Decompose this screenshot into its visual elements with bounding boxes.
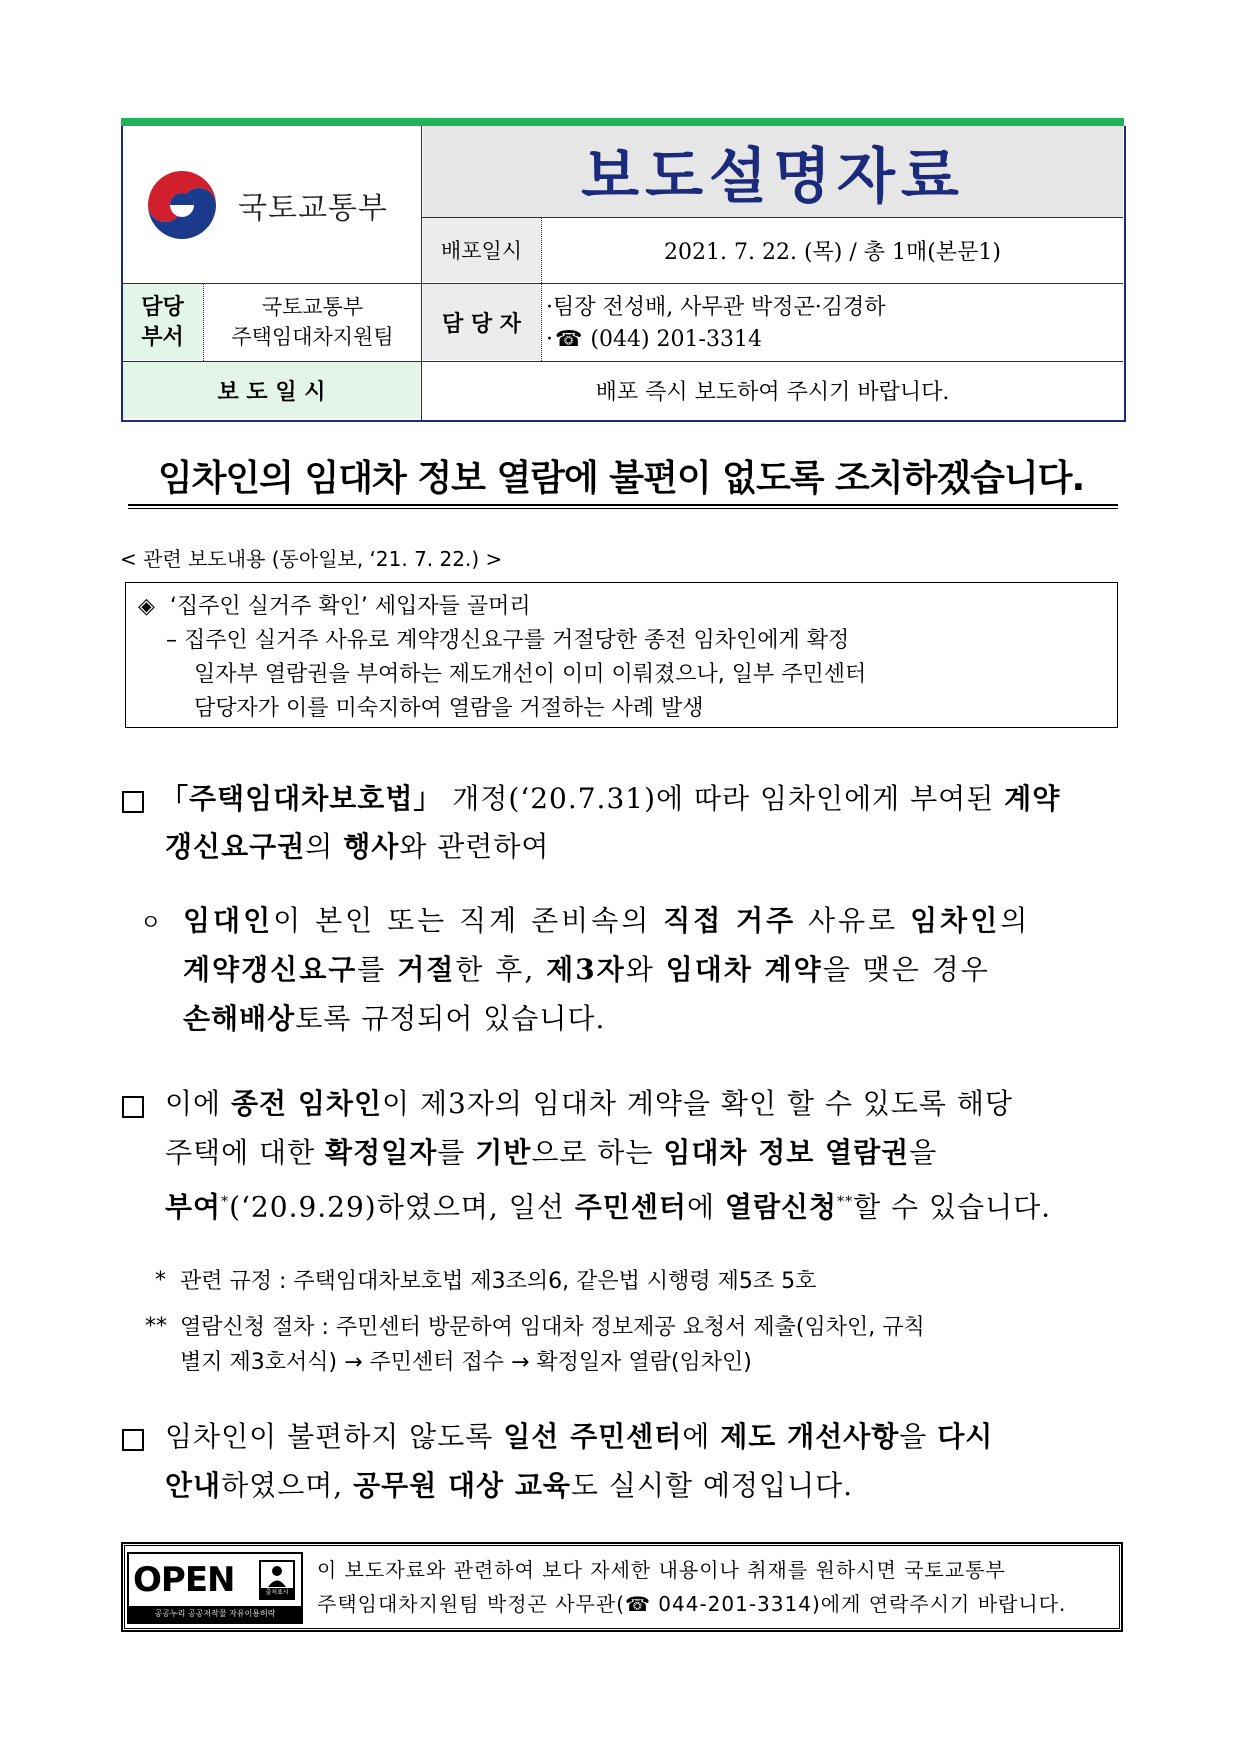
paragraph-2-line-1 — [183, 897, 1030, 945]
text-bold: 주민센터 — [574, 1190, 687, 1224]
text: 이 본인 또는 직계 존비속의 — [273, 904, 664, 937]
header-green-bar — [121, 118, 1124, 126]
paragraph-2-line-2 — [183, 946, 990, 994]
text: 와 관련하여 — [399, 830, 550, 863]
text-bold: 부여 — [165, 1190, 222, 1224]
document-title: 보도설명자료 — [581, 142, 965, 212]
related-news-box — [125, 582, 1118, 728]
kogl-caption: 공공누리 공공저작물 자유이용허락 — [129, 1606, 301, 1622]
text-bold: 계약갱신요구 — [183, 953, 358, 986]
headline: 임차인의 임대차 정보 열람에 불편이 없도록 조치하겠습니다. — [157, 458, 1085, 499]
text: 주택에 대한 — [165, 1136, 326, 1169]
header-divider — [203, 284, 204, 361]
release-value: 배포 즉시 보도하여 주시기 바랍니다. — [595, 379, 950, 405]
footnote-2-line2: 별지 제3호서식) → 주민센터 접수 → 확정일자 열람(임차인) — [180, 1350, 752, 1375]
text-bold: 손해배상 — [183, 1002, 296, 1035]
text-bold: 다시 — [937, 1420, 994, 1453]
text: 에 — [686, 1190, 725, 1224]
text: 한 후, — [455, 953, 547, 986]
dept-value-cell — [205, 284, 420, 360]
text: 이에 — [165, 1087, 231, 1120]
law-name: 「주택임대차보호법」 — [160, 782, 443, 815]
dept-value-line1: 국토교통부 — [261, 295, 364, 319]
person-icon — [261, 1564, 293, 1588]
phone-icon: ☎ — [555, 326, 583, 352]
contact-line1 — [546, 288, 1116, 322]
text-bold: 임대차 정보 열람권 — [663, 1136, 910, 1169]
taegeuk-logo-icon — [140, 165, 224, 245]
text-bold: 제도 개선사항 — [720, 1420, 900, 1453]
contact-label-cell — [423, 284, 540, 360]
contact-line2: · ☎ (044) 201-3314 — [546, 326, 762, 352]
attribution-icon — [259, 1560, 295, 1600]
distribution-label: 배포일시 — [440, 239, 523, 263]
attribution-label: 출처표시 — [261, 1588, 293, 1598]
text: 할 수 있습니다. — [853, 1190, 1052, 1224]
footer-contact-line2: 주택임대차지원팀 박정곤 사무관(☎ 044-201-3314)에게 연락주시기 바랍니다. — [317, 1592, 1067, 1616]
news-summary-line: 담당자가 이를 미숙지하여 열람을 거절하는 사례 발생 — [194, 696, 704, 721]
text-bold: 임대차 계약 — [665, 953, 823, 986]
footnote-1-text: 관련 규정 : 주택임대차보호법 제3조의6, 같은법 시행령 제5조 5호 — [180, 1269, 817, 1294]
related-news-caption: < 관련 보도내용 (동아일보, ‘21. 7. 22.) > — [120, 547, 503, 571]
footnote-2-line1: 열람신청 절차 : 주민센터 방문하여 임대차 정보제공 요청서 제출(임차인, 규칙 — [180, 1315, 925, 1340]
text: 와 — [625, 953, 666, 986]
distribution-label-cell — [423, 218, 540, 282]
text-bold: 계약 — [1004, 782, 1061, 815]
contact-phone: (044) 201-3314 — [590, 326, 762, 352]
text: 을 — [909, 1136, 938, 1169]
text: 의 — [305, 830, 344, 863]
news-summary-line: – 집주인 실거주 사유로 계약갱신요구를 거절당한 종전 임차인에게 확정 — [166, 628, 850, 653]
news-summary-line: 일자부 열람권을 부여하는 제도개선이 이미 이뤄졌으나, 일부 주민센터 — [194, 662, 867, 687]
circle-bullet-icon: ㅇ — [140, 911, 163, 936]
title-cell — [423, 126, 1123, 218]
ministry-logo — [140, 165, 410, 245]
text-bold: 제3자 — [546, 953, 626, 986]
dept-value-line2: 주택임대차지원팀 — [231, 325, 394, 349]
text: 를 — [357, 953, 398, 986]
contact-label: 담 당 자 — [441, 310, 522, 337]
release-label: 보 도 일 시 — [217, 378, 326, 405]
text-bold: 직접 거주 — [663, 904, 797, 937]
text: 하였으며, — [221, 1469, 354, 1502]
paragraph-1-line-2 — [165, 823, 549, 871]
text-bold: 확정일자 — [325, 1136, 438, 1169]
footnote-2-mark: ** — [145, 1314, 167, 1339]
footnote-marker: * — [221, 1194, 230, 1210]
paragraph-1-line-1 — [160, 775, 1130, 823]
text-bold: 종전 임차인 — [231, 1087, 382, 1120]
paragraph-4-line-2 — [165, 1462, 853, 1510]
paragraph-4-line-1 — [165, 1413, 993, 1461]
logo-text: 국토교통부 — [238, 191, 388, 226]
text-bold: 임차인 — [910, 904, 1001, 937]
text-bold: 열람신청 — [724, 1190, 838, 1224]
release-label-cell — [123, 362, 420, 418]
text: 임차인이 불편하지 않도록 — [165, 1420, 504, 1453]
text-bold: 임대인 — [183, 904, 274, 937]
header-divider — [421, 126, 422, 420]
footer-contact-line1: 이 보도자료와 관련하여 보다 자세한 내용이나 취재를 원하시면 국토교통부 — [317, 1558, 1006, 1582]
checkbox-bullet-icon — [122, 1429, 144, 1451]
diamond-bullet-icon: ◈ — [138, 594, 155, 619]
dept-label-line1: 담당 — [141, 294, 184, 320]
distribution-value-cell — [543, 218, 1122, 282]
text: 으로 하는 — [531, 1136, 664, 1169]
text: 을 — [899, 1420, 938, 1453]
header-divider — [541, 218, 542, 361]
paragraph-3-line-2 — [165, 1129, 937, 1177]
text: 을 맺은 경우 — [822, 953, 990, 986]
text: 이 제3자의 임대차 계약을 확인 할 수 있도록 해당 — [382, 1087, 1013, 1120]
text: 개정(‘20.7.31)에 따라 임차인에게 부여된 — [442, 782, 1005, 815]
text: 의 — [1000, 904, 1031, 937]
release-value-cell — [423, 362, 1122, 418]
checkbox-bullet-icon — [122, 1096, 144, 1118]
text-bold: 안내 — [165, 1469, 222, 1502]
dept-label-cell — [123, 284, 202, 360]
text-bold: 기반 — [475, 1136, 532, 1169]
paragraph-3-line-1 — [165, 1080, 1013, 1128]
text-bold: 행사 — [343, 830, 400, 863]
headline-underline — [128, 504, 1118, 506]
kogl-open-badge — [127, 1552, 303, 1624]
text-bold: 거절 — [397, 953, 456, 986]
paragraph-2-line-3 — [183, 995, 605, 1043]
footnote-marker: ** — [837, 1194, 854, 1210]
footnote-1-mark: * — [155, 1268, 166, 1293]
text-bold: 일선 주민센터 — [503, 1420, 683, 1453]
headline-underline — [128, 508, 1118, 509]
text: 를 — [437, 1136, 476, 1169]
text: (‘20.9.29)하였으며, 일선 — [229, 1190, 575, 1224]
news-headline: ‘집주인 실거주 확인’ 세입자들 골머리 — [169, 594, 531, 619]
contact-names: ·팀장 전성배, 사무관 박정곤·김경하 — [546, 294, 886, 320]
news-headline-row — [138, 589, 531, 620]
dept-label-line2: 부서 — [141, 324, 184, 350]
checkbox-bullet-icon — [122, 791, 144, 813]
text: 에 — [682, 1420, 721, 1453]
text: 도 실시할 예정입니다. — [570, 1469, 854, 1502]
text-bold: 갱신요구권 — [165, 830, 306, 863]
open-logo-text: OPEN — [133, 1560, 235, 1600]
distribution-value: 2021. 7. 22. (목) / 총 1매(본문1) — [664, 239, 1001, 265]
text: 사유로 — [796, 904, 911, 937]
paragraph-3-line-3 — [165, 1178, 1051, 1231]
text: 토록 규정되어 있습니다. — [295, 1002, 606, 1035]
text-bold: 공무원 대상 교육 — [353, 1469, 571, 1502]
